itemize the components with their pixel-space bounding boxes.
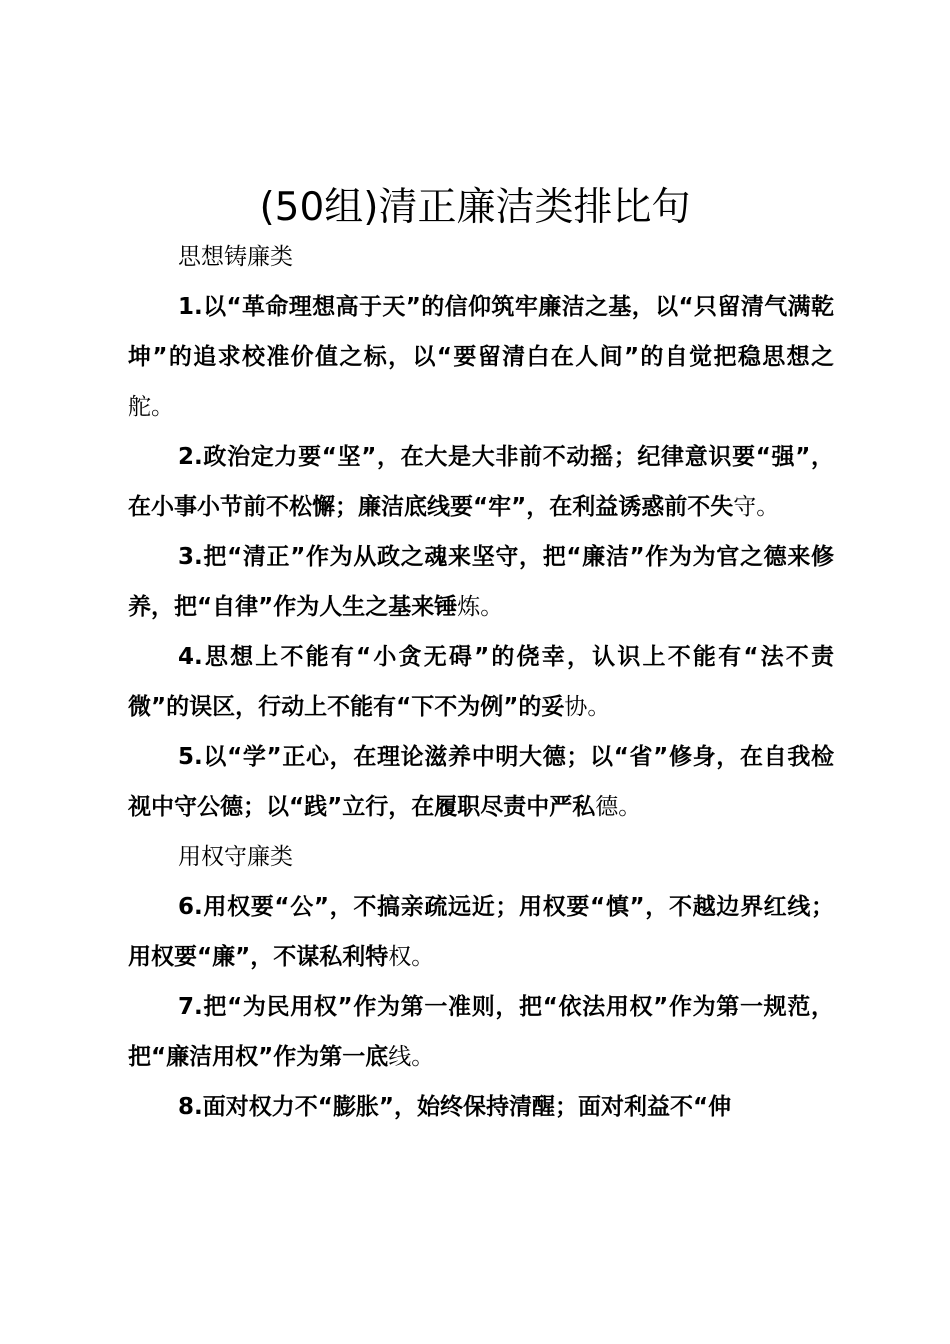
section-heading: 用权守廉类: [178, 844, 293, 870]
list-item: [128, 1082, 834, 1132]
list-item: [128, 282, 834, 432]
item-text: 1.以“革命理想高于天”的信仰筑牢廉洁之基，以“只留清气满乾坤”的追求校准价值之标，以“要留清白在人间”的自觉把稳思想之: [128, 294, 834, 370]
list-item: [128, 882, 834, 982]
list-item: [128, 632, 834, 732]
item-tail: 德。: [595, 794, 642, 820]
list-item: [128, 432, 834, 532]
list-item: [128, 732, 834, 832]
list-item: [128, 982, 834, 1082]
item-tail: 线。: [388, 1044, 435, 1070]
item-tail: 炼。: [457, 594, 504, 620]
item-tail: 协。: [564, 694, 611, 720]
item-tail: 守。: [733, 494, 780, 520]
item-text: 3.把“清正”作为从政之魂来坚守，把“廉洁”作为为官之德来修养，把“自律”作为人生之基来锤: [128, 544, 834, 620]
list-item: [128, 532, 834, 632]
item-text: 8.面对权力不“膨胀”，始终保持清醒；面对利益不“伸: [178, 1094, 732, 1120]
item-tail: 权。: [388, 944, 435, 970]
item-text: 7.把“为民用权”作为第一准则，把“依法用权”作为第一规范，把“廉洁用权”作为第一底: [128, 994, 834, 1070]
section-heading: 思想铸廉类: [178, 244, 293, 270]
item-text: 2.政治定力要“坚”，在大是大非前不动摇；纪律意识要“强”，在小事小节前不松懈；廉洁底线要“牢”，在利益诱惑前不失: [128, 444, 834, 520]
page-title: (50组)清正廉洁类排比句: [259, 185, 691, 230]
item-text: 6.用权要“公”，不搞亲疏远近；用权要“慎”，不越边界红线；用权要“廉”，不谋私利特: [128, 894, 834, 970]
item-text: 5.以“学”正心，在理论滋养中明大德；以“省”修身，在自我检视中守公德；以“践”立行，在履职尽责中严私: [128, 744, 834, 820]
item-text: 4.思想上不能有“小贪无碍”的侥幸，认识上不能有“法不责微”的误区，行动上不能有“下不为例”的妥: [128, 644, 834, 720]
item-tail: 舵。: [128, 394, 174, 420]
document-body: [128, 232, 834, 1132]
